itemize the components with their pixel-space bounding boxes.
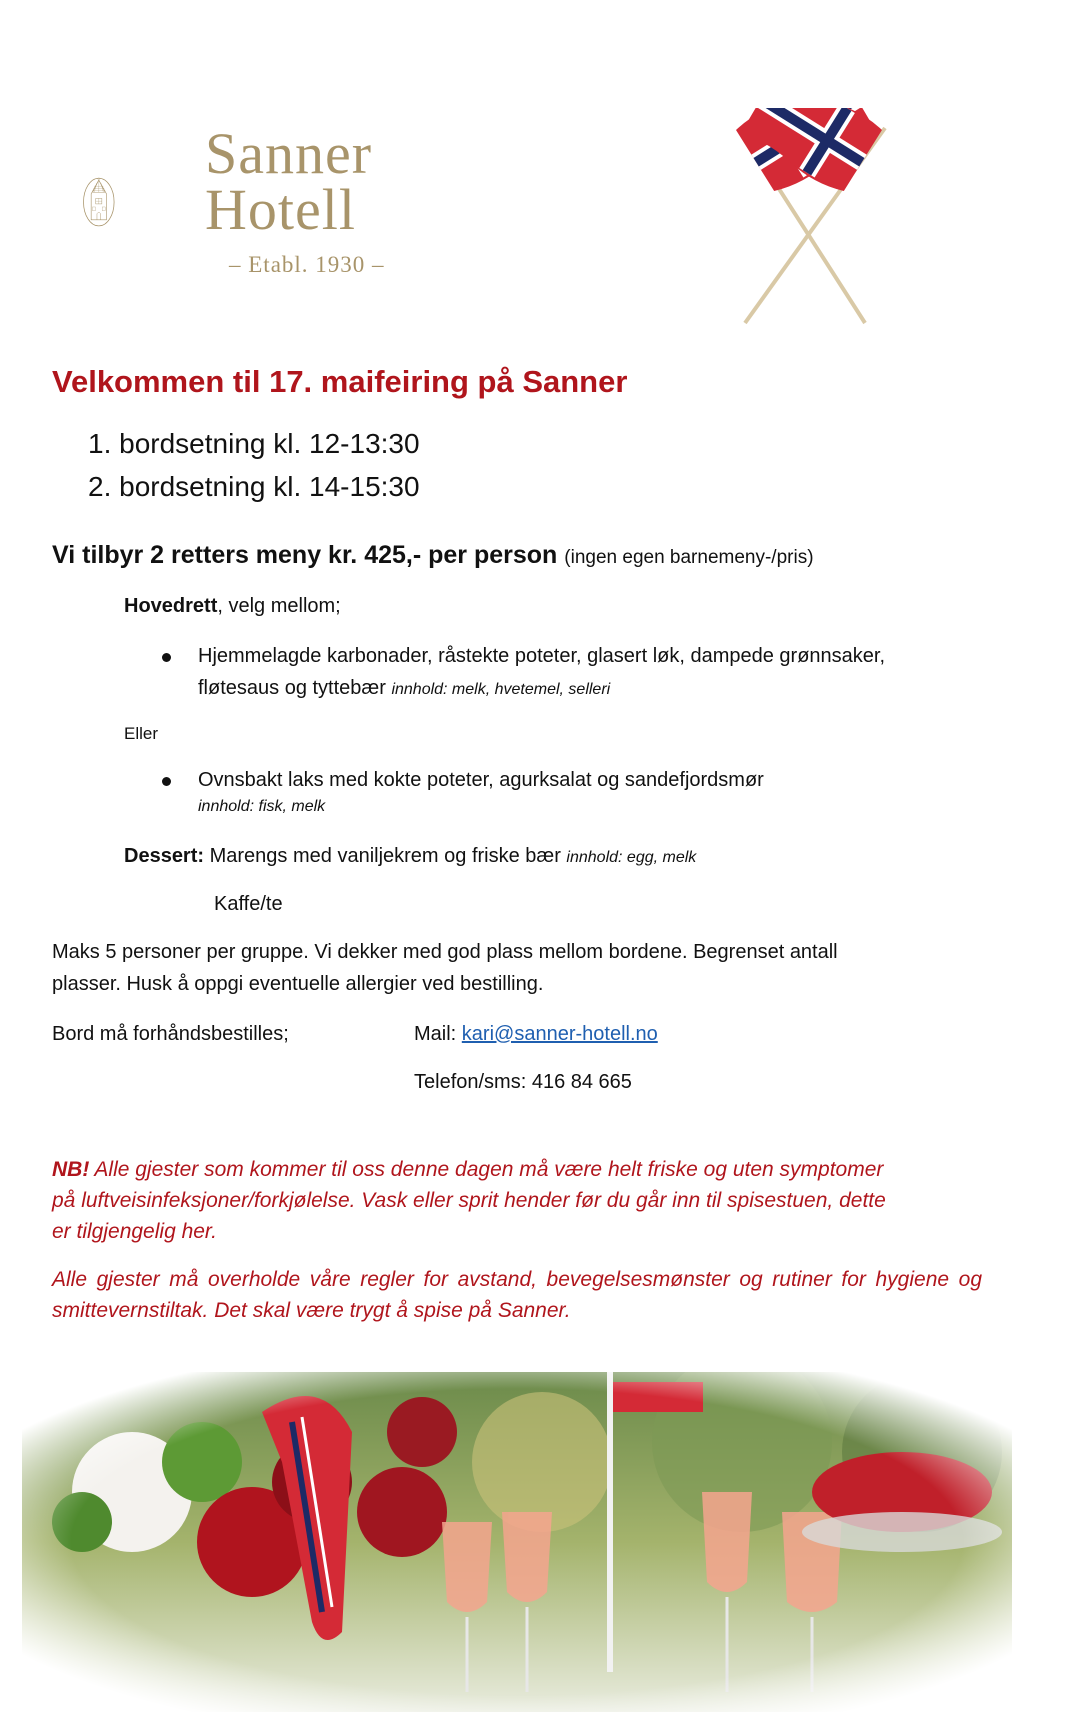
seating-text: bordsetning kl. 12-13:30 xyxy=(119,428,420,459)
dessert-line xyxy=(124,840,696,874)
seating-text: bordsetning kl. 14-15:30 xyxy=(119,471,420,502)
logo-name-line1: Sanner xyxy=(205,121,373,186)
seating-number: 2. xyxy=(88,471,112,502)
logo-name-line2: Hotell xyxy=(205,177,356,242)
option1-line2: fløtesaus og tyttebær xyxy=(198,677,386,699)
info-paragraph xyxy=(52,936,1032,1000)
notice-line-1: Alle gjester som kommer til oss denne dagen må være helt friske og uten symptomer xyxy=(94,1158,884,1181)
notice-line-3: er tilgjengelig her. xyxy=(52,1220,217,1243)
offer-main: Vi tilbyr 2 retters meny kr. 425,- per person xyxy=(52,541,558,569)
mail-label: Mail: xyxy=(414,1023,457,1045)
info-line-2: plasser. Husk å oppgi eventuelle allergier ved bestilling. xyxy=(52,973,544,995)
info-line-1: Maks 5 personer per gruppe. Vi dekker med god plass mellom bordene. Begrenset antall xyxy=(52,941,838,963)
rules-notice: Alle gjester må overholde våre regler for avstand, bevegelsesmønster og rutiner for hygiene og smittevernstiltak. Det skal være trygt å spise på Sanner. xyxy=(52,1268,982,1322)
option2-allergens: innhold: fisk, melk xyxy=(198,798,326,815)
option1-allergens: innhold: melk, hvetemel, selleri xyxy=(391,681,611,698)
main-course-label: Hovedrett xyxy=(124,595,218,617)
norwegian-flags-icon xyxy=(660,108,980,348)
main-course-heading xyxy=(124,590,341,622)
menu-offer xyxy=(52,541,814,570)
coffee-line: Kaffe/te xyxy=(214,893,283,915)
mail-link[interactable]: kari@sanner-hotell.no xyxy=(461,1023,658,1045)
option2-text: Ovnsbakt laks med kokte poteter, agurksalat og sandefjordsmør xyxy=(198,769,764,791)
option1-line1: Hjemmelagde karbonader, råstekte poteter, glasert løk, dampede grønnsaker, xyxy=(198,645,886,667)
bullet-icon xyxy=(162,777,171,786)
health-notice xyxy=(52,1154,982,1247)
main-course-suffix: , velg mellom; xyxy=(217,595,341,617)
dessert-label: Dessert: xyxy=(124,845,205,867)
notice-line-2: på luftveisinfeksjoner/forkjølelse. Vask eller sprit hender før du går inn til spisestuen, dette xyxy=(52,1189,886,1212)
nb-label: NB! xyxy=(52,1158,90,1181)
or-separator: Eller xyxy=(124,724,159,743)
booking-label: Bord må forhåndsbestilles; xyxy=(52,1023,289,1045)
hotel-logo-emblem xyxy=(82,118,192,288)
celebration-photo xyxy=(22,1372,1012,1712)
offer-note: (ingen egen barnemeny-/pris) xyxy=(564,547,814,568)
seating-item-1 xyxy=(88,428,420,460)
hotel-logo-text xyxy=(205,121,385,278)
page-title: Velkommen til 17. maifeiring på Sanner xyxy=(52,364,628,399)
main-course-option-1 xyxy=(198,640,1018,706)
dessert-allergens: innhold: egg, melk xyxy=(566,849,697,866)
booking-phone: Telefon/sms: 416 84 665 xyxy=(414,1071,632,1093)
bullet-icon xyxy=(162,653,171,662)
seating-item-2 xyxy=(88,471,420,503)
seating-number: 1. xyxy=(88,428,112,459)
logo-established: – Etabl. 1930 – xyxy=(229,252,385,277)
main-course-option-2 xyxy=(198,764,1018,818)
dessert-text: Marengs med vaniljekrem og friske bær xyxy=(209,845,561,867)
booking-mail xyxy=(414,1018,658,1050)
